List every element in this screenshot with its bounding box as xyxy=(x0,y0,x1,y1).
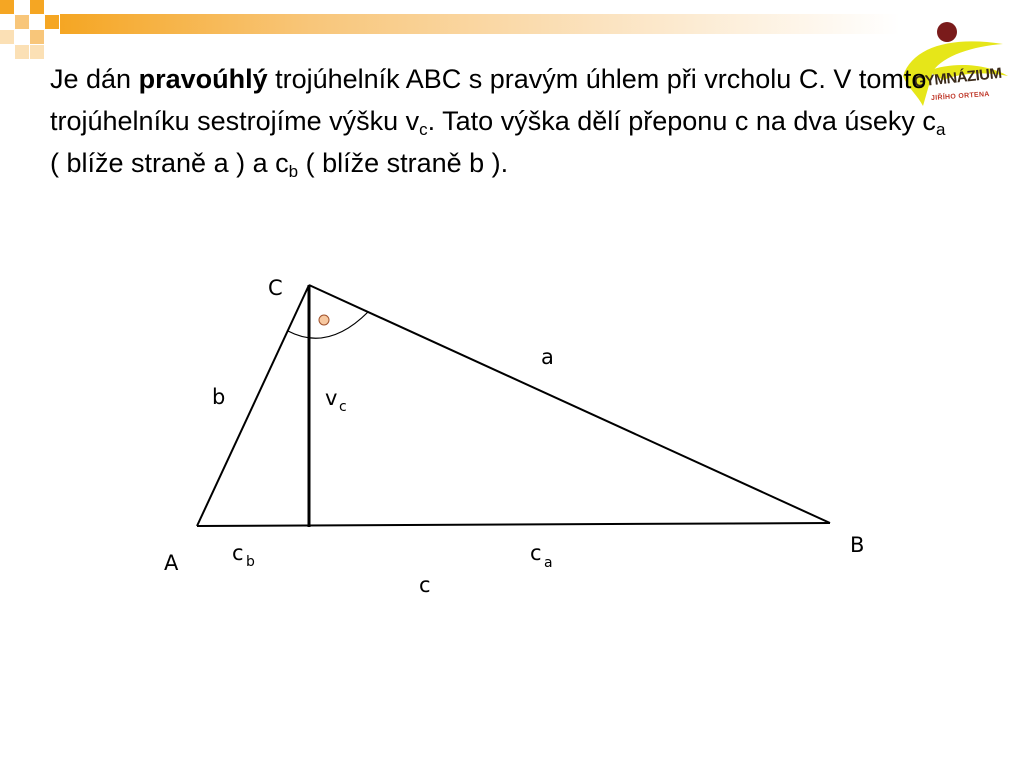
vertex-c-label: C xyxy=(268,276,283,300)
segment-cb-label: c xyxy=(232,541,244,565)
side-b-label: b xyxy=(212,385,226,409)
subscript: a xyxy=(935,120,946,139)
text-run: Je dán xyxy=(50,64,139,94)
right-angle-dot-icon xyxy=(319,315,329,325)
bold-term: pravoúhlý xyxy=(138,64,268,94)
side-c-line xyxy=(197,523,830,526)
subscript: c xyxy=(419,120,428,139)
vertex-a-label: A xyxy=(164,551,179,575)
text-run: ( blíže straně a ) a c xyxy=(50,148,289,178)
right-angle-arc xyxy=(288,312,368,338)
height-label-sub: c xyxy=(339,399,347,415)
segment-cb-label-sub: b xyxy=(246,554,255,570)
side-c-label: c xyxy=(419,573,431,597)
side-a-label: a xyxy=(541,345,554,369)
logo-title: GYMNÁZIUM xyxy=(913,64,1003,91)
subscript: b xyxy=(288,162,299,181)
logo-subtitle: JIŘÍHO ORTENA xyxy=(930,90,990,103)
vertex-b-label: B xyxy=(850,533,865,557)
text-run: . Tato výška dělí přeponu c na dva úseky c xyxy=(427,106,936,136)
segment-ca-label-sub: a xyxy=(544,555,553,571)
side-a-line xyxy=(309,285,830,523)
text-run: trojúhelník ABC s pravým úhlem při vrcholu C. V tomto trojúhelníku sestrojíme výšku v xyxy=(50,64,927,136)
segment-ca-label: c xyxy=(530,541,542,565)
height-label: v xyxy=(325,386,338,410)
text-run: ( blíže straně b ). xyxy=(298,148,509,178)
